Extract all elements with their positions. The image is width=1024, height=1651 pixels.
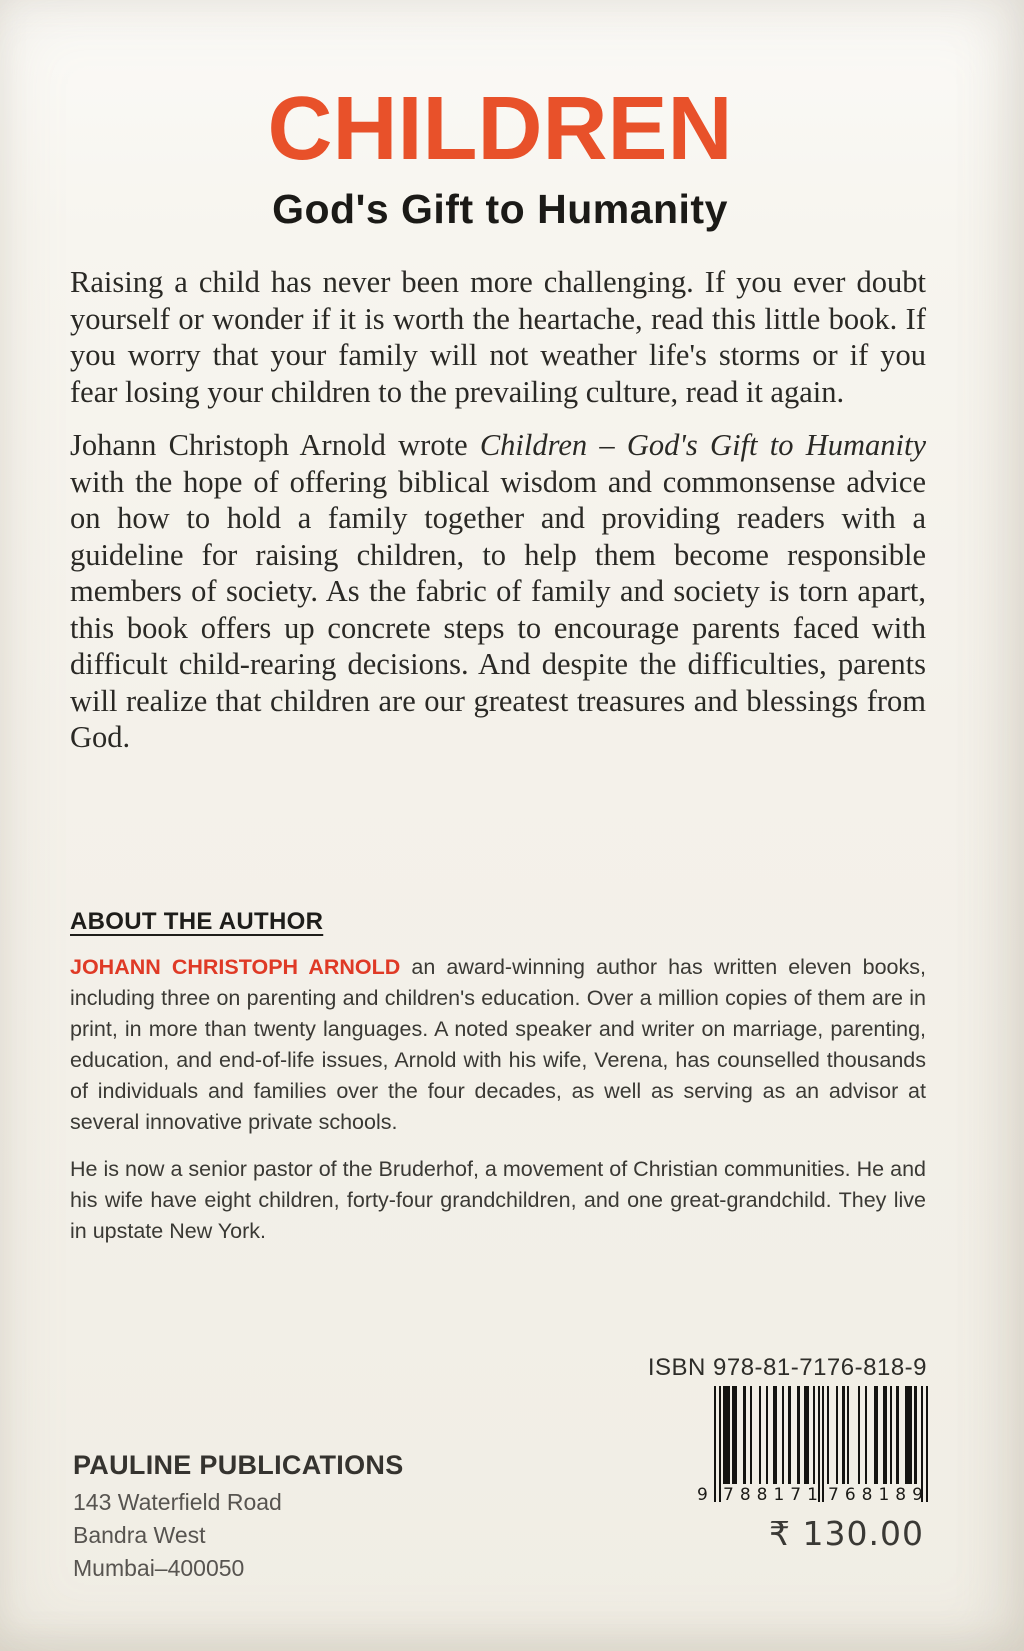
- ean13-barcode: [697, 1386, 929, 1526]
- synopsis-paragraph-2-text: Johann Christoph Arnold wrote: [70, 428, 480, 462]
- synopsis-paragraph-2: [70, 427, 926, 756]
- about-paragraph-1-text: an award-winning author has written eleven books, including three on parenting and children's education. Over a million copies of them are in print, in more than twenty languages. A noted speaker and writer on marriage, parenting, education, and end-of-life issues, Arnold with his wife, Verena, has counselled thousands of individuals and families over the four decades, as well as serving as an advisor at several innovative private schools.: [70, 955, 926, 1134]
- price: ₹ 130.00: [769, 1514, 924, 1553]
- synopsis-section: [70, 264, 926, 756]
- about-paragraph-2: He is now a senior pastor of the Bruderhof, a movement of Christian communities. He and his wife have eight children, forty-four grandchildren, and one great-grandchild. They live in upstate New York.: [70, 1157, 926, 1243]
- synopsis-paragraph-1: Raising a child has never been more challenging. If you ever doubt yourself or wonder if it is worth the heartache, read this little book. If you worry that your family will not weather life's storms or if you fear losing your children to the prevailing culture, read it again.: [70, 265, 926, 409]
- publisher-address: [73, 1486, 404, 1585]
- barcode-digit-group-2: 768189: [828, 1485, 929, 1505]
- about-heading: ABOUT THE AUTHOR: [70, 908, 324, 935]
- barcode-digit-lead: 9: [697, 1485, 708, 1505]
- about-paragraph-1: [70, 952, 926, 1138]
- isbn-label: ISBN 978-81-7176-818-9: [647, 1354, 927, 1381]
- publisher-address-line-1: 143 Waterfield Road: [73, 1489, 282, 1515]
- author-name: JOHANN CHRISTOPH ARNOLD: [70, 955, 401, 979]
- book-title: CHILDREN: [267, 79, 733, 179]
- about-the-author-section: [70, 908, 926, 1247]
- synopsis-paragraph-2-continuation: with the hope of offering biblical wisdom and commonsense advice on how to hold a family together and providing readers with a guideline for raising children, to help them become responsible members of society. As the fabric of family and society is torn apart, this book offers up concrete steps to encourage parents faced with difficult child-rearing decisions. And despite the difficulties, parents will realize that children are our greatest treasures and blessings from God.: [70, 464, 926, 754]
- publisher-name: PAULINE PUBLICATIONS: [73, 1450, 404, 1480]
- publisher-block: [73, 1450, 404, 1585]
- publisher-address-line-3: Mumbai–400050: [73, 1555, 245, 1581]
- barcode-digits: [697, 1483, 929, 1507]
- publisher-address-line-2: Bandra West: [73, 1522, 206, 1548]
- title-block: [0, 79, 1000, 232]
- barcode-digit-group-1: 788171: [723, 1485, 824, 1505]
- book-title-italic: Children – God's Gift to Humanity: [479, 428, 926, 462]
- book-subtitle: God's Gift to Humanity: [272, 186, 728, 232]
